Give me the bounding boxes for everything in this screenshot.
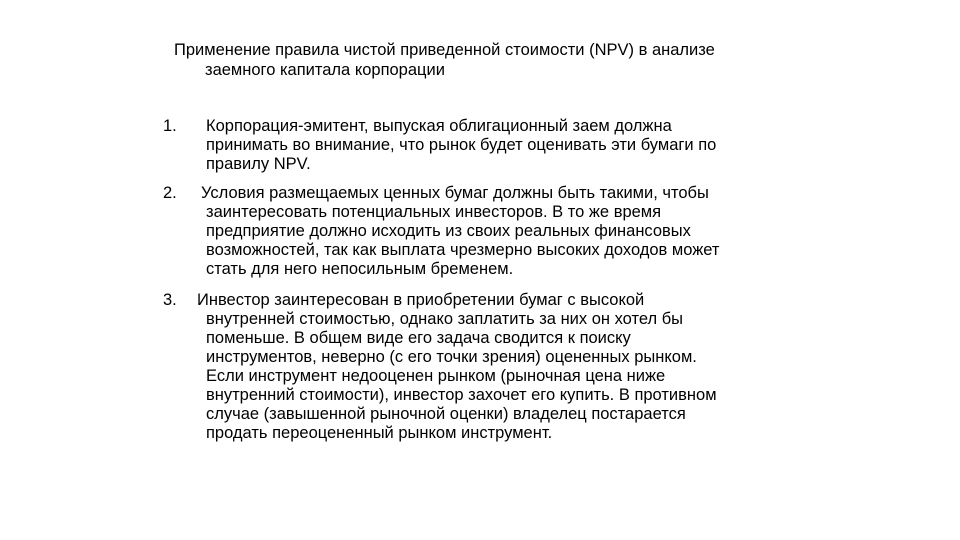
list-item-line: поменьше. В общем виде его задача сводится к поиску	[206, 329, 631, 347]
list-item-line: Если инструмент недооценен рынком (рыночная цена ниже	[206, 367, 666, 385]
list-item-line: внутренней стоимостью, однако заплатить за них он хотел бы	[206, 310, 684, 328]
list-item-line: Корпорация-эмитент, выпуская облигационный заем должна	[206, 117, 672, 135]
list-item-line: случае (завышенной рыночной оценки) владелец постарается	[206, 405, 686, 423]
list-item-number: 1.	[163, 117, 177, 135]
list-item-line: внутренний стоимости), инвестор захочет его купить. В противном	[206, 386, 717, 404]
list-item-number: 2.	[163, 184, 177, 202]
title-line-2: заемного капитала корпорации	[205, 61, 445, 79]
list-item-line: заинтересовать потенциальных инвесторов. В то же время	[206, 203, 662, 221]
list-item-line: принимать во внимание, что рынок будет оценивать эти бумаги по	[206, 136, 717, 154]
list-item-line: Инвестор заинтересован в приобретении бумаг с высокой	[197, 291, 645, 309]
list-item-line: предприятие должно исходить из своих реальных финансовых	[206, 222, 691, 240]
list-item-line: стать для него непосильным бременем.	[206, 260, 514, 278]
list-item-line: инструментов, неверно (с его точки зрения) оцененных рынком.	[206, 348, 697, 366]
list-item-line: возможностей, так как выплата чрезмерно высоких доходов может	[206, 241, 720, 259]
list-item-line: правилу NPV.	[206, 155, 311, 173]
list-item-number: 3.	[163, 291, 177, 309]
slide-title	[174, 40, 814, 80]
list-item-line: продать переоцененный рынком инструмент.	[206, 424, 553, 442]
title-line-1: Применение правила чистой приведенной стоимости (NPV) в анализе	[174, 41, 715, 59]
list-item-line: Условия размещаемых ценных бумаг должны быть такими, чтобы	[201, 184, 709, 202]
